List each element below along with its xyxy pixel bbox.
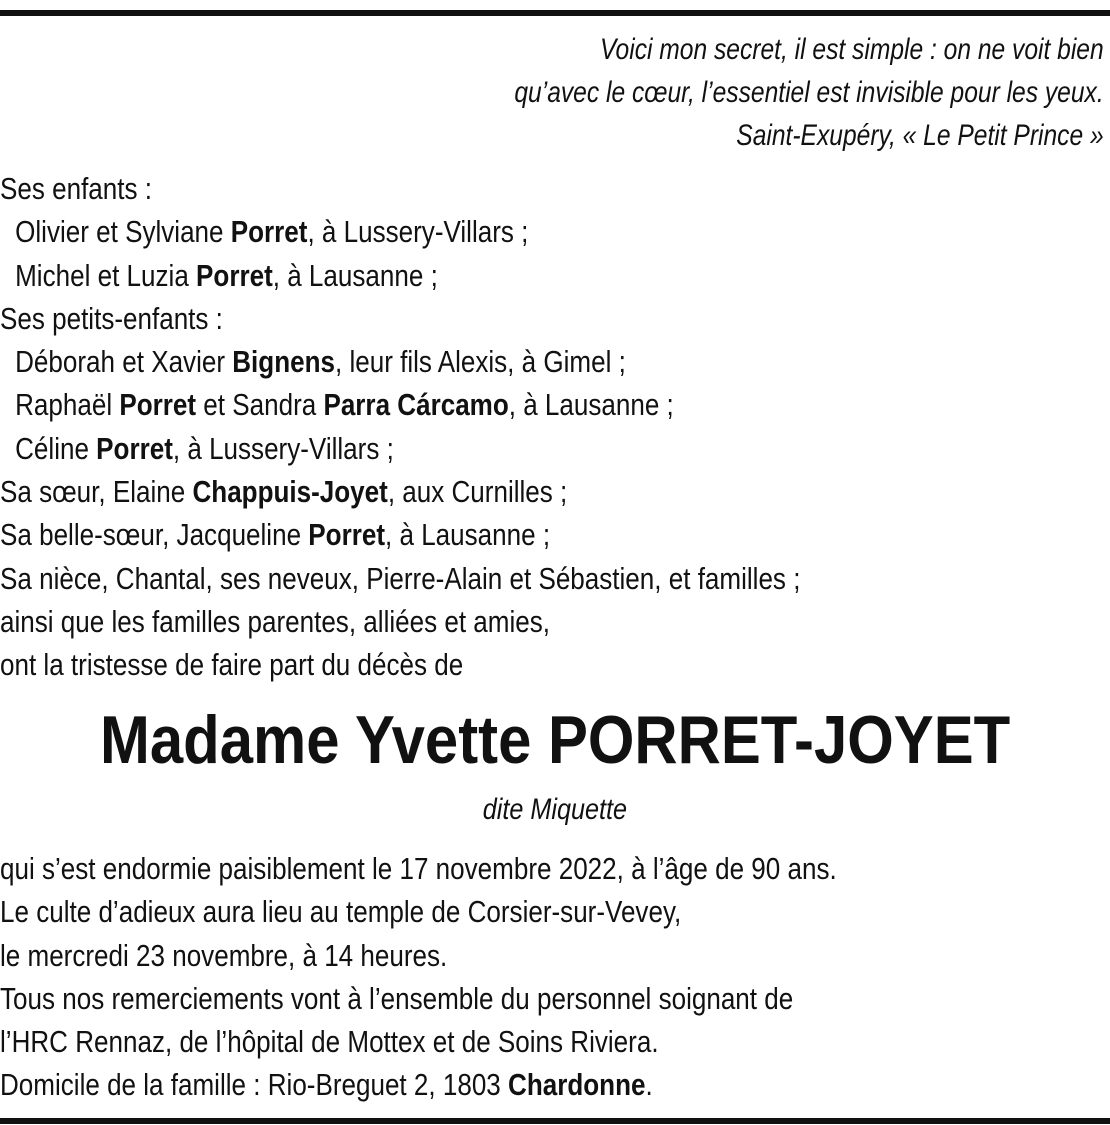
children-heading: Ses enfants : (0, 171, 153, 206)
surname: Porret (230, 214, 308, 250)
details-line: Tous nos remerciements vont à l’ensemble du personnel soignant de (0, 980, 794, 1016)
surname: Bignens (232, 344, 335, 380)
grandchildren-heading: Ses petits-enfants : (0, 300, 223, 336)
details-line: le mercredi 23 novembre, à 14 heures. (0, 937, 448, 973)
surname: Parra Cárcamo (323, 387, 509, 423)
bottom-rule (0, 1118, 1110, 1124)
epigraph-quote (515, 28, 1104, 157)
family-member-line: Céline Porret, à Lussery-Villars ; (15, 430, 394, 466)
surname: Porret (196, 257, 273, 293)
surname: Porret (96, 430, 173, 466)
announcement-line: ont la tristesse de faire part du décès de (0, 647, 464, 683)
family-member-line: Michel et Luzia Porret, à Lausanne ; (15, 257, 438, 293)
funeral-details (0, 847, 932, 1107)
quote-attribution: Saint-Exupéry, « Le Petit Prince » (736, 119, 1104, 152)
details-line: l’HRC Rennaz, de l’hôpital de Mottex et de Soins Riviera. (0, 1024, 659, 1060)
family-member-line: Déborah et Xavier Bignens, leur fils Alexis, à Gimel ; (15, 344, 626, 380)
domicile-line: Domicile de la famille : Rio-Breguet 2, 1803 Chardonne. (0, 1067, 653, 1103)
family-list (0, 167, 932, 687)
relatives-line: ainsi que les familles parentes, alliées et amies, (0, 603, 551, 639)
family-member-line: Olivier et Sylviane Porret, à Lussery-Villars ; (15, 214, 529, 250)
details-line: qui s’est endormie paisiblement le 17 novembre 2022, à l’âge de 90 ans. (0, 851, 837, 886)
details-line: Le culte d’adieux aura lieu au temple de Corsier-sur-Vevey, (0, 894, 682, 930)
family-member-line: Sa nièce, Chantal, ses neveux, Pierre-Alain et Sébastien, et familles ; (0, 560, 801, 596)
surname: Chappuis-Joyet (192, 474, 388, 510)
top-rule (0, 10, 1110, 16)
quote-line-1: Voici mon secret, il est simple : on ne voit bien (600, 33, 1104, 66)
family-member-line: Sa sœur, Elaine Chappuis-Joyet, aux Curnilles ; (0, 474, 568, 510)
family-member-line: Sa belle-sœur, Jacqueline Porret, à Lausanne ; (0, 517, 551, 553)
quote-line-2: qu’avec le cœur, l’essentiel est invisible pour les yeux. (514, 76, 1104, 109)
family-member-line: Raphaël Porret et Sandra Parra Cárcamo, à Lausanne ; (15, 387, 674, 423)
deceased-name: Madame Yvette PORRET-JOYET (99, 702, 1011, 778)
surname: Porret (119, 387, 197, 423)
domicile-town: Chardonne (508, 1067, 646, 1103)
surname: Porret (308, 517, 386, 553)
deceased-nickname: dite Miquette (482, 793, 628, 826)
